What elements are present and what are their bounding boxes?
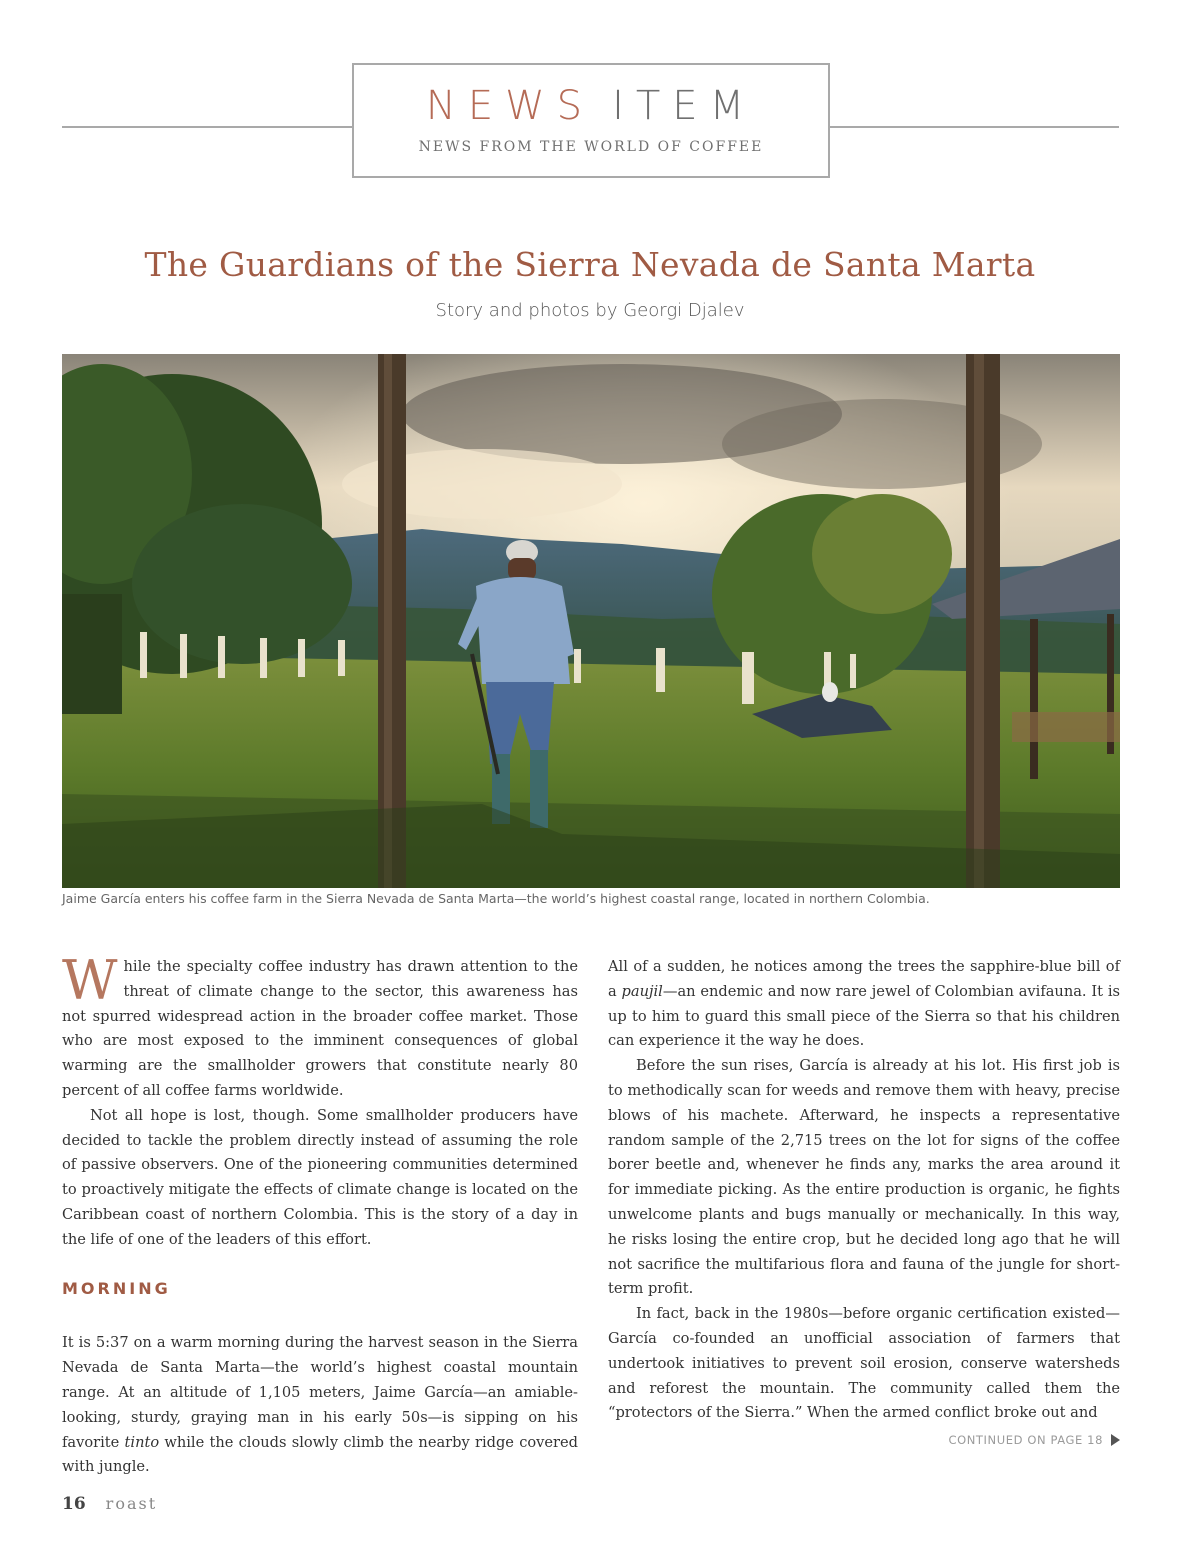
body-paragraph: Before the sun rises, García is already at his lot. His first job is to methodically scan for weeds and remove them with heavy, precise blows of his machete. Afterward, he inspects a representative random sample of the 2,715 trees on the lot for signs of the coffee borer beetle and, whenever he finds any, marks the area around it for immediate picking. As the entire production is organic, he fights unwelcome plants and bugs manually or mechanically. In this way, he risks losing the entire crop, but he decided long ago that he will not sacrifice the multifarious flora and fauna of the jungle for short-term profit. [608, 1057, 1120, 1298]
body-paragraph [62, 1331, 578, 1480]
section-title-word2: ITEM [612, 83, 757, 129]
body-column-right [608, 955, 1120, 1426]
section-header-box [352, 63, 830, 178]
drop-cap: W [62, 949, 118, 1012]
body-paragraph [62, 949, 578, 1104]
body-text: while the clouds slowly climb the nearby ridge covered with jungle. [62, 1433, 578, 1476]
photo-caption: Jaime García enters his coffee farm in the Sierra Nevada de Santa Marta—the world’s highest coastal range, located in northern Colombia. [62, 891, 930, 906]
body-column-left [62, 949, 578, 1480]
page-footer [62, 1494, 157, 1514]
header-rule-left [62, 126, 353, 128]
feature-photo [62, 354, 1120, 888]
body-text: —an endemic and now rare jewel of Colombian avifauna. It is up to him to guard this small piece of the Sierra so that his children can experience it the way he does. [608, 982, 1120, 1050]
play-arrow-icon [1111, 1434, 1120, 1446]
body-italic: paujil [621, 982, 663, 1000]
body-text: It is 5:37 on a warm morning during the harvest season in the Sierra Nevada de Santa Marta—the world’s highest coastal mountain range. At an altitude of 1,105 meters, Jaime García—an amiable-looking, sturdy, graying man in his early 50s—is sipping on his favorite [62, 1334, 578, 1451]
article-byline: Story and photos by Georgi Djalev [435, 300, 745, 321]
section-title-word1: NEWS [425, 83, 595, 129]
article-title: The Guardians of the Sierra Nevada de Santa Marta [144, 245, 1036, 284]
body-paragraph: In fact, back in the 1980s—before organic certification existed—García co-founded an unofficial association of farmers that undertook initiatives to prevent soil erosion, conserve watersheds and reforest the mountain. The community called them the “protectors of the Sierra.” When the armed conflict broke out and [608, 1305, 1120, 1422]
coffee-farm-photo-illustration [62, 354, 1120, 888]
header-rule-right [830, 126, 1119, 128]
magazine-name: roast [105, 1494, 158, 1513]
section-subtitle: NEWS FROM THE WORLD OF COFFEE [418, 139, 764, 155]
body-paragraph: Not all hope is lost, though. Some smallholder producers have decided to tackle the problem directly instead of assuming the role of passive observers. One of the pioneering communities determined to proactively mitigate the effects of climate change is located on the Caribbean coast of northern Colombia. This is the story of a day in the life of one of the leaders of this effort. [62, 1106, 578, 1248]
page-number: 16 [62, 1494, 86, 1514]
body-italic: tinto [124, 1433, 160, 1451]
body-paragraph [608, 955, 1120, 1054]
section-title [354, 83, 828, 129]
section-heading: MORNING [62, 1278, 171, 1298]
continued-link[interactable] [948, 1433, 1120, 1447]
body-text: All of a sudden, he notices among the trees the sapphire-blue bill of a [608, 958, 1120, 1000]
body-text: hile the specialty coffee industry has drawn attention to the threat of climate change to the sector, this awareness has not spurred widespread action in the broader coffee market. Those who are most exposed to the imminent consequences of global warming are the smallholder growers that constitute nearly 80 percent of all coffee farms worldwide. [62, 958, 578, 1099]
continued-label: CONTINUED ON PAGE 18 [948, 1433, 1103, 1447]
